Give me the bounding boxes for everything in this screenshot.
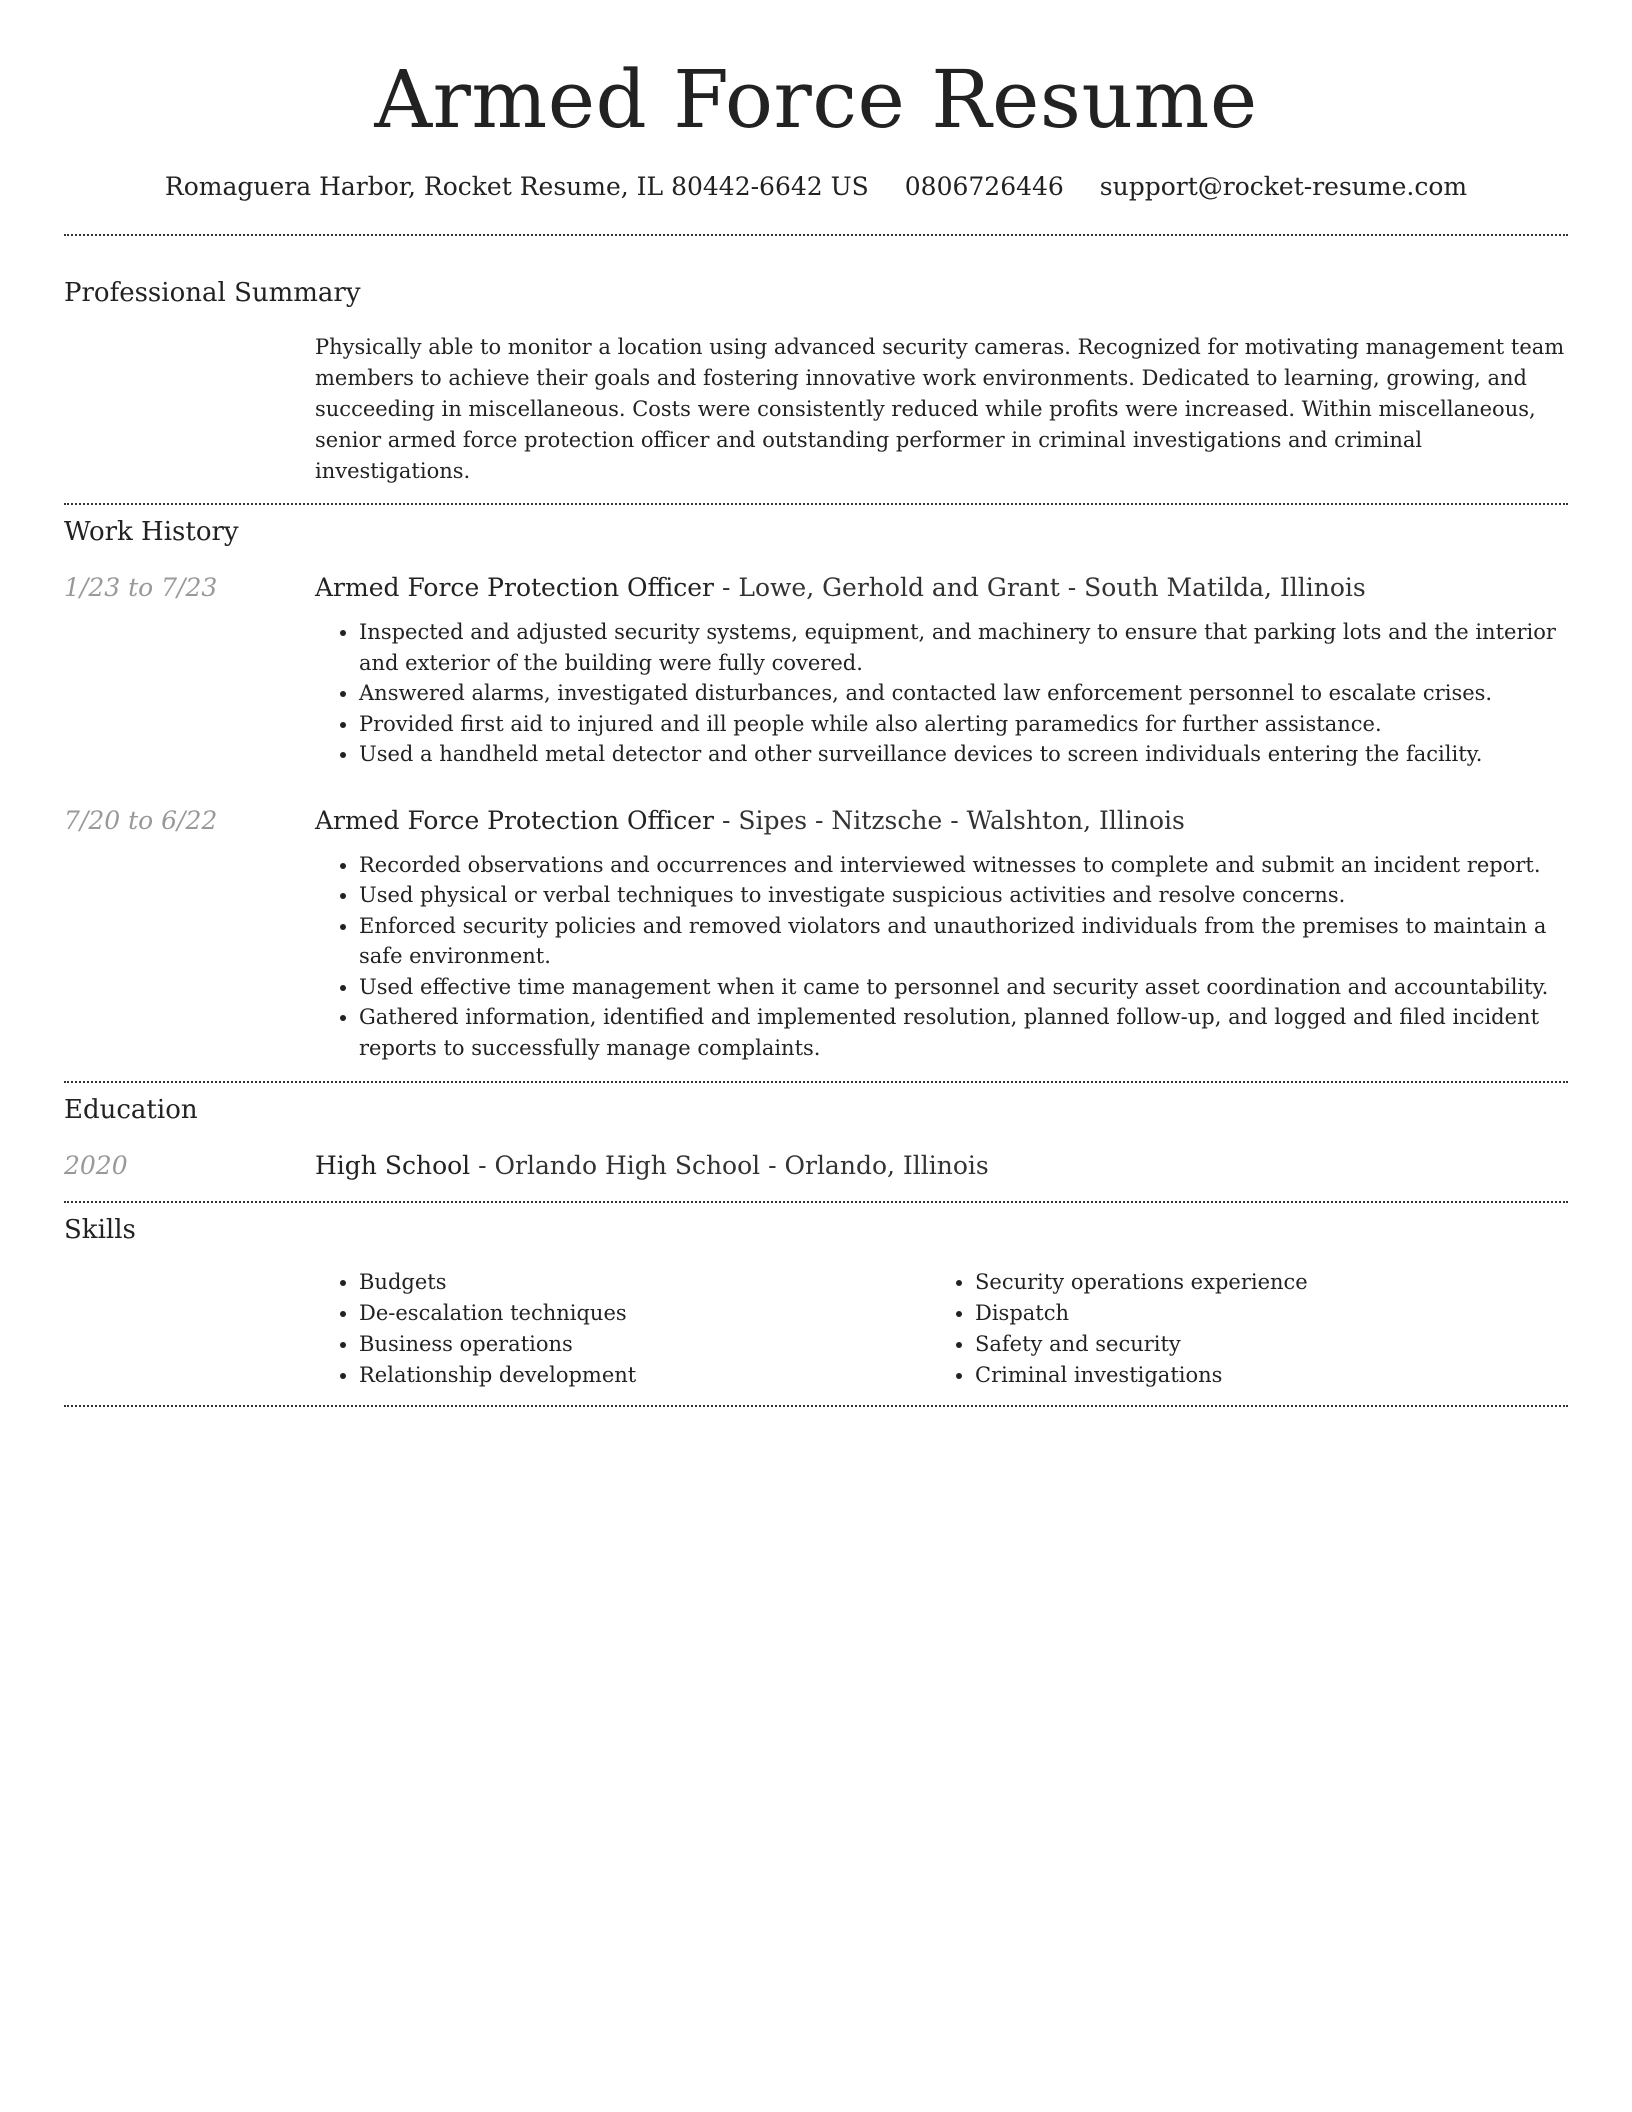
skills-section [64,1215,1568,1391]
education-entry [64,1151,1568,1181]
job-bullet: • Used effective time management when it came to personnel and security asset coordination and accountability. [359,972,1568,1003]
job-bullet: • Inspected and adjusted security systems, equipment, and machinery to ensure that parking lots and the interior and exterior of the building were fully covered. [359,617,1568,678]
summary-divider [64,503,1568,505]
skill-item: • Dispatch [975,1298,1547,1329]
header-divider [64,234,1568,236]
skill-item: • Relationship development [359,1360,931,1391]
skills-list-right [931,1267,1547,1391]
skills-title: Skills [64,1215,136,1245]
skill-item: • Budgets [359,1267,931,1298]
work-history-section [64,517,1568,1063]
job-bullet: • Gathered information, identified and implemented resolution, planned follow-up, and logged and filed incident reports to successfully manage complaints. [359,1002,1568,1063]
skills-grid [315,1267,1568,1391]
education-title: Education [64,1095,198,1125]
skill-item: • De-escalation techniques [359,1298,931,1329]
job-dates: 7/20 to 6/22 [64,805,218,835]
contact-email: support@rocket-resume.com [1099,172,1468,201]
skills-list-left [315,1267,931,1391]
skill-item: • Business operations [359,1329,931,1360]
job-bullet: • Used a handheld metal detector and other surveillance devices to screen individuals entering the facility. [359,739,1568,770]
contact-line [64,172,1568,202]
job-dates: 1/23 to 7/23 [64,573,218,602]
skill-item: • Security operations experience [975,1267,1547,1298]
work-divider [64,1081,1568,1083]
contact-phone: 0806726446 [904,172,1064,201]
job-bullet: • Enforced security policies and removed violators and unauthorized individuals from the premises to maintain a safe environment. [359,911,1568,972]
job-employer: - Sipes - Nitzsche - Walshton, Illinois [714,805,1185,835]
education-year: 2020 [64,1151,128,1180]
skills-row [64,1267,1568,1391]
job-employer: - Lowe, Gerhold and Grant - South Matilda, Illinois [714,573,1366,602]
education-section [64,1095,1568,1181]
skills-divider [64,1405,1568,1407]
summary-row [64,332,1568,487]
summary-title: Professional Summary [64,278,361,308]
resume-name: Armed Force Resume [374,53,1258,146]
job-title [315,806,1568,836]
job-bullet: • Used physical or verbal techniques to investigate suspicious activities and resolve concerns. [359,880,1568,911]
job-bullet: • Provided first aid to injured and ill people while also alerting paramedics for further assistance. [359,709,1568,740]
job-role: Armed Force Protection Officer [315,573,714,602]
job-bullet: • Answered alarms, investigated disturbances, and contacted law enforcement personnel to escalate crises. [359,678,1568,709]
skill-item: • Safety and security [975,1329,1547,1360]
job-role: Armed Force Protection Officer [315,805,714,835]
job-bullet: • Recorded observations and occurrences and interviewed witnesses to complete and submit an incident report. [359,850,1568,881]
contact-address: Romaguera Harbor, Rocket Resume, IL 80442-6642 US [164,172,869,201]
summary-section [64,278,1568,487]
job-bullets [315,617,1568,770]
education-divider [64,1201,1568,1203]
job-entry [64,806,1568,1064]
job-bullets [315,850,1568,1064]
job-entry [64,573,1568,770]
education-title-line [315,1151,1568,1181]
job-title [315,573,1568,603]
summary-text: Physically able to monitor a location using advanced security cameras. Recognized for motivating management team members to achieve their goals and fostering innovative work environments. Dedicated to learning, growing, and succeeding in miscellaneous. Costs were consistently reduced while profits were increased. Within miscellaneous, senior armed force protection officer and outstanding performer in criminal investigations and criminal investigations. [315,335,1565,483]
skill-item: • Criminal investigations [975,1360,1547,1391]
work-history-title: Work History [64,517,239,547]
education-degree: High School [315,1151,471,1180]
education-school: - Orlando High School - Orlando, Illinois [470,1151,989,1180]
